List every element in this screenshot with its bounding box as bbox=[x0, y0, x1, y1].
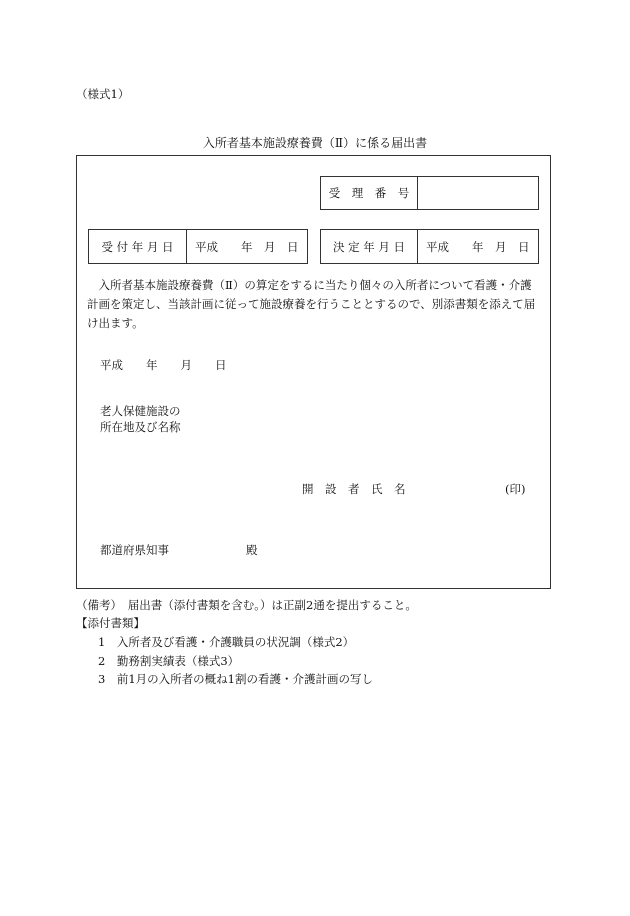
facility-label-line1: 老人保健施設の bbox=[100, 404, 181, 418]
submission-date[interactable]: 平成 年 月 日 bbox=[100, 358, 227, 372]
addressee: 都道府県知事 bbox=[100, 543, 169, 557]
document-title: 入所者基本施設療養費（Ⅱ）に係る届出書 bbox=[202, 136, 428, 150]
decision-date-label: 決 定 年 月 日 bbox=[321, 230, 418, 263]
attachment-item: 1 入所者及び看護・介護職員の状況調（様式2） bbox=[98, 635, 355, 649]
attachments-heading: 【添付書類】 bbox=[76, 616, 145, 630]
attachment-item: 3 前1月の入所者の概ね1割の看護・介護計画の写し bbox=[98, 672, 373, 686]
attachment-item: 2 勤務割実績表（様式3） bbox=[98, 654, 240, 668]
founder-name-label: 開 設 者 氏 名 bbox=[302, 482, 406, 496]
decision-date-box bbox=[320, 229, 539, 264]
seal-mark: (印) bbox=[505, 482, 526, 496]
facility-label-line2: 所在地及び名称 bbox=[100, 420, 181, 434]
received-date-field[interactable]: 平成 年 月 日 bbox=[195, 239, 299, 254]
receipt-number-field[interactable] bbox=[418, 177, 538, 209]
received-date-label: 受 付 年 月 日 bbox=[89, 230, 187, 263]
received-date-box bbox=[88, 229, 308, 264]
form-label: （様式1） bbox=[76, 87, 130, 101]
decision-date-field[interactable]: 平成 年 月 日 bbox=[426, 239, 530, 254]
receipt-number-label: 受 理 番 号 bbox=[321, 177, 418, 209]
receipt-number-box bbox=[320, 176, 539, 210]
honorific: 殿 bbox=[246, 543, 258, 557]
remarks-note: （備考） 届出書（添付書類を含む。）は正副2通を提出すること。 bbox=[76, 598, 417, 612]
declaration-text: 入所者基本施設療養費（Ⅱ）の算定をするに当たり個々の入所者について看護・介護計画を策定し、当該計画に従って施設療養を行うこととするので、別添書類を添えて届け出ます。 bbox=[87, 278, 536, 330]
